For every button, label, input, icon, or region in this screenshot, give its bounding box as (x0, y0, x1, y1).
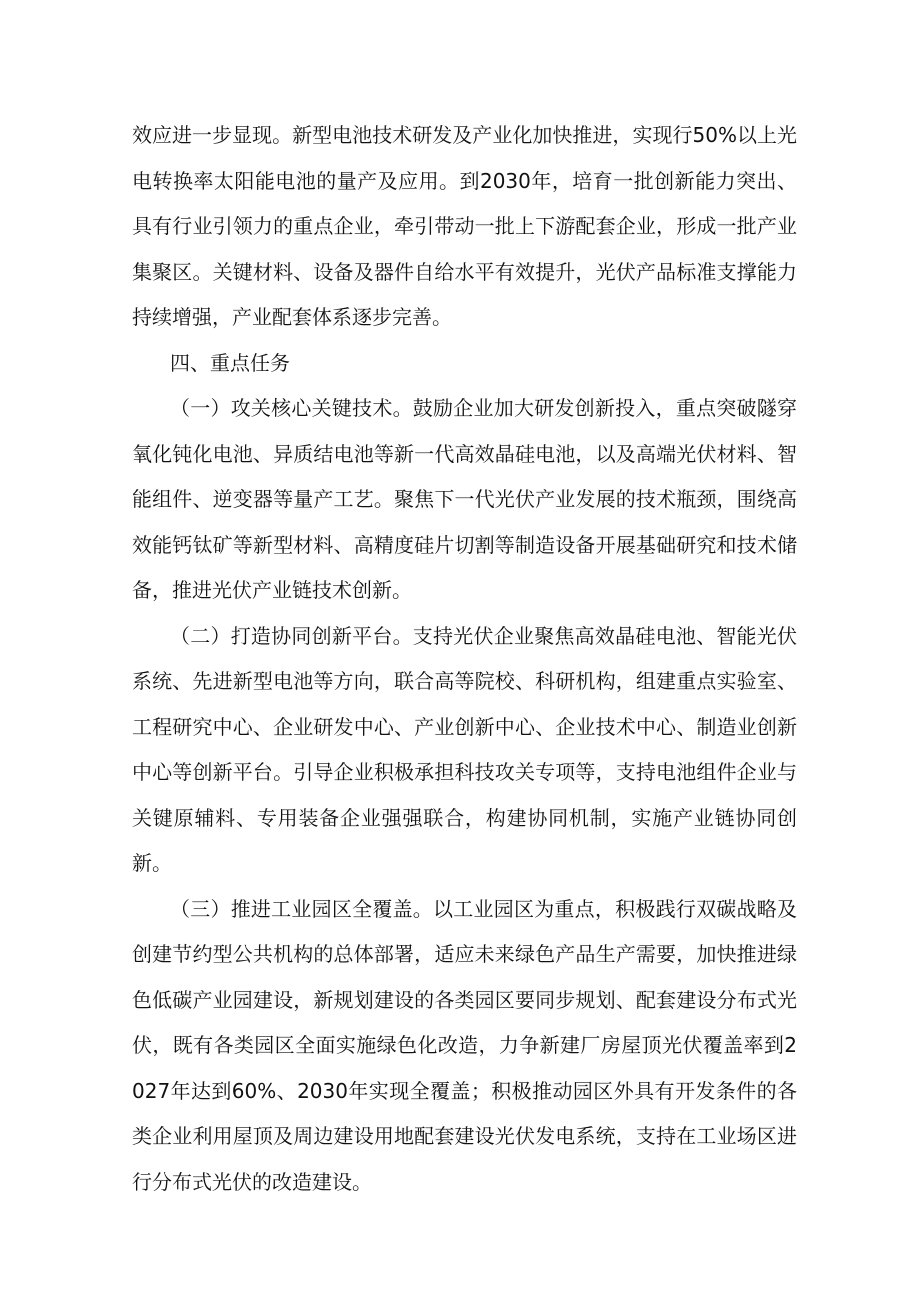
document-body (132, 113, 797, 1205)
paragraph-continued: 效应进一步显现。新型电池技术研发及产业化加快推进，实现行50%以上光电转换率太阳能电池的量产及应用。到2030年，培育一批创新能力突出、具有行业引领力的重点企业，牵引带动一批上下游配套企业，形成一批产业集聚区。关键材料、设备及器件自给水平有效提升，光伏产品标准支撑能力持续增强，产业配套体系逐步完善。 (132, 123, 797, 329)
paragraph-task-3: （三）推进工业园区全覆盖。以工业园区为重点，积极践行双碳战略及创建节约型公共机构的总体部署，适应未来绿色产品生产需要，加快推进绿色低碳产业园建设，新规划建设的各类园区要同步规划、配套建设分布式光伏，既有各类园区全面实施绿色化改造，力争新建厂房屋顶光伏覆盖率到2027年达到60%、2030年实现全覆盖；积极推动园区外具有开发条件的各类企业利用屋顶及周边建设用地配套建设光伏发电系统，支持在工业场区进行分布式光伏的改造建设。 (132, 896, 797, 1194)
paragraph-task-2: （二）打造协同创新平台。支持光伏企业聚焦高效晶硅电池、智能光伏系统、先进新型电池等方向，联合高等院校、科研机构，组建重点实验室、工程研究中心、企业研发中心、产业创新中心、企业技术中心、制造业创新中心等创新平台。引导企业积极承担科技攻关专项等，支持电池组件企业与关键原辅料、专用装备企业强强联合，构建协同机制，实施产业链协同创新。 (132, 623, 797, 875)
paragraph-task-1: （一）攻关核心关键技术。鼓励企业加大研发创新投入，重点突破隧穿氧化钝化电池、异质结电池等新一代高效晶硅电池，以及高端光伏材料、智能组件、逆变器等量产工艺。聚焦下一代光伏产业发展的技术瓶颈，围绕高效能钙钛矿等新型材料、高精度硅片切割等制造设备开展基础研究和技术储备，推进光伏产业链技术创新。 (132, 396, 797, 602)
section-heading: 四、重点任务 (170, 350, 290, 375)
